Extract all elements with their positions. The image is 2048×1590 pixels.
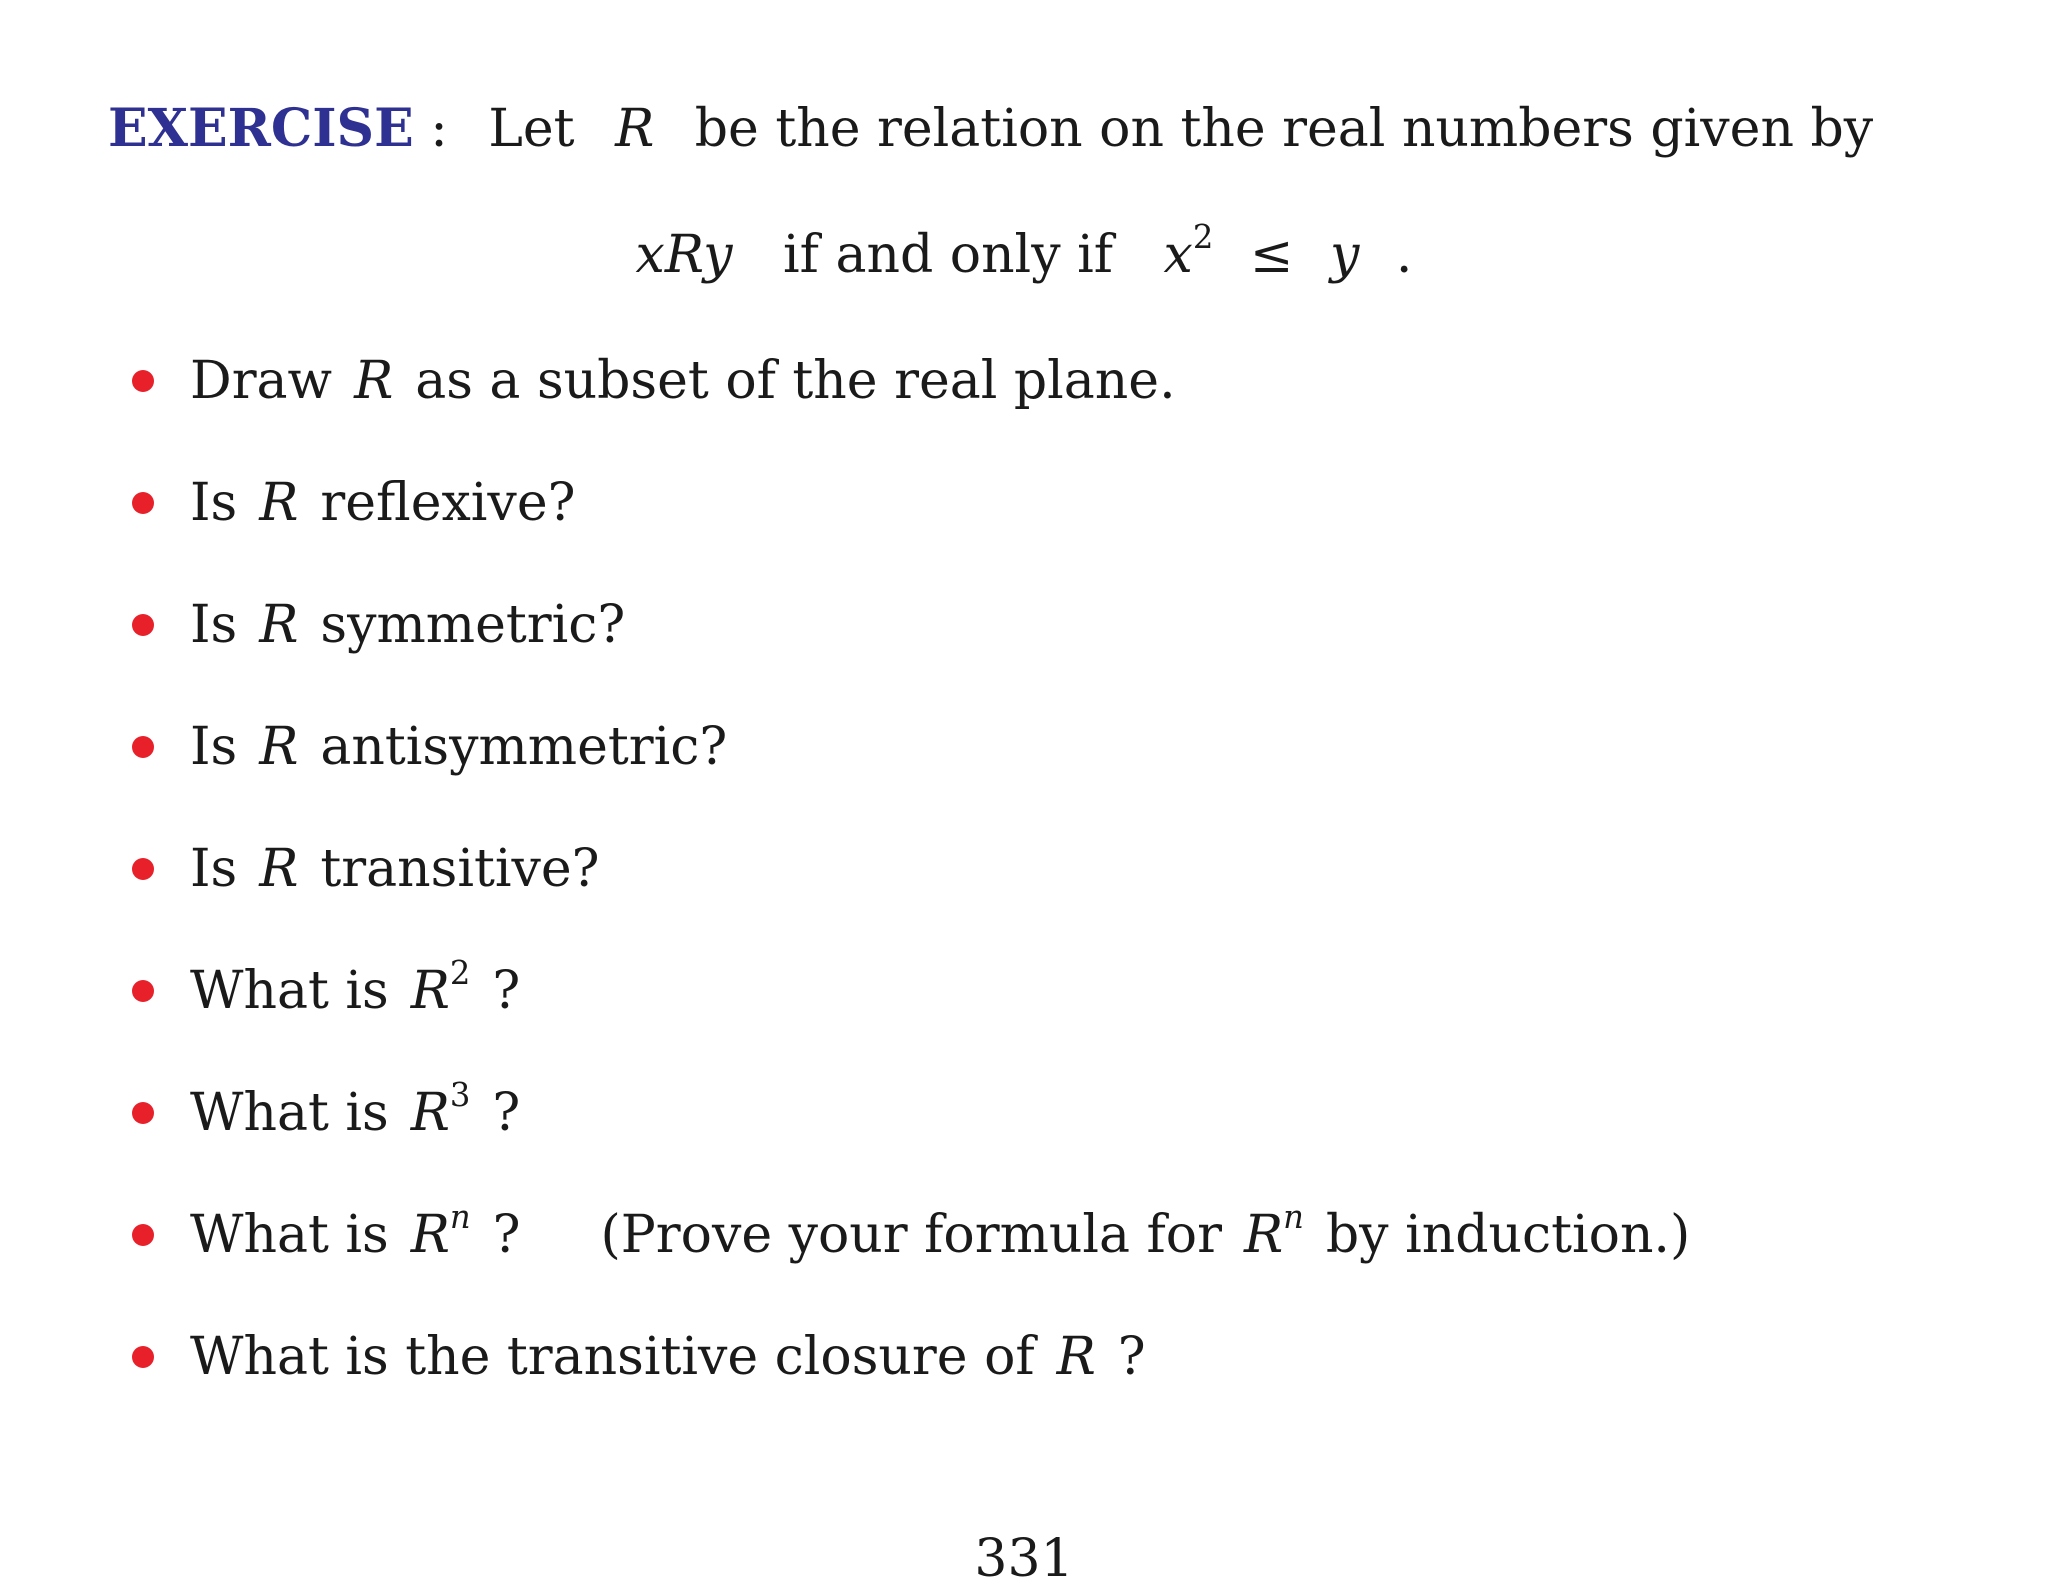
question-item: Is R transitive? [132,838,600,900]
definition-lhs-x: x [635,225,665,285]
relation-exponent: 2 [449,953,471,992]
definition-lhs-r: R [664,225,704,285]
question-item: Is R reflexive? [132,472,575,534]
question-item: What is $R^3$ ? [132,1082,520,1144]
question-item: What is $R^n$ ? (Prove your formula for $R^n$ by induction.) [132,1204,1690,1266]
relation-symbol: R [1243,1205,1284,1265]
bullet-icon [132,614,154,636]
definition-rhs-base: x [1163,225,1193,285]
exercise-label: EXERCISE [108,98,414,159]
relation-symbol: R [259,595,299,655]
relation-symbol: R [259,839,299,899]
question-item: What is the transitive closure of R ? [132,1326,1146,1388]
bullet-icon [132,1346,154,1368]
relation-symbol: R [354,351,394,411]
definition-lhs-y: y [703,225,733,285]
question-item: Is R antisymmetric? [132,716,727,778]
relation-exponent: 3 [449,1075,471,1114]
question-item: What is $R^2$ ? [132,960,520,1022]
page-number: 331 [974,1529,1074,1589]
bullet-icon [132,492,154,514]
definition-connector: if and only if [783,225,1113,285]
relation-definition [0,217,2048,286]
relation-symbol: R [410,1205,450,1265]
relation-symbol: R [615,99,655,159]
exercise-colon: : [430,99,448,159]
bullet-icon [132,1102,154,1124]
exercise-statement [108,98,1873,160]
exercise-statement-text: be the relation on the real numbers given by [694,99,1874,159]
bullet-icon [132,736,154,758]
relation-symbol: R [1056,1327,1096,1387]
relation-symbol: R [259,473,299,533]
definition-period: . [1395,225,1413,285]
exercise-let: Let [488,99,575,159]
definition-rhs-y: y [1330,225,1360,285]
relation-exponent: n [1283,1197,1304,1236]
bullet-icon [132,1224,154,1246]
definition-operator: ≤ [1249,225,1294,285]
question-item: Draw R as a subset of the real plane. [132,350,1176,412]
question-item: Is R symmetric? [132,594,625,656]
bullet-icon [132,980,154,1002]
induction-note: (Prove your formula for [600,1205,1222,1265]
definition-rhs-exponent: 2 [1192,217,1214,256]
bullet-icon [132,858,154,880]
relation-exponent: n [449,1197,471,1236]
bullet-icon [132,370,154,392]
relation-symbol: R [410,961,450,1021]
relation-symbol: R [410,1083,450,1143]
relation-symbol: R [259,717,299,777]
